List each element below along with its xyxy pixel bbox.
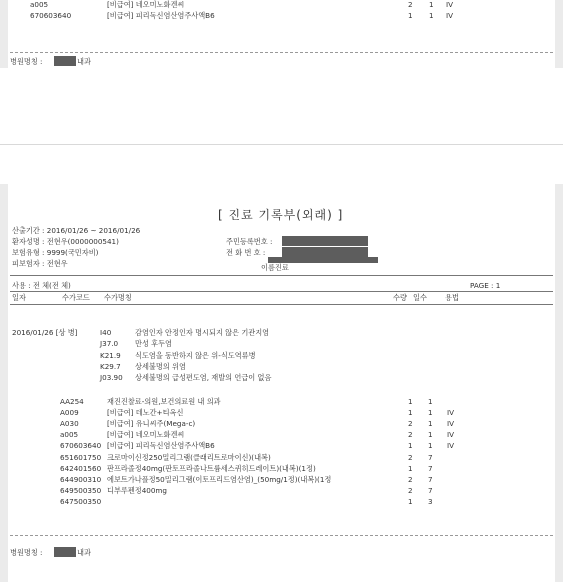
- order-code: AA254: [60, 397, 84, 406]
- order-days: 3: [428, 496, 433, 506]
- header-code: 수가코드: [62, 293, 90, 302]
- divider: [10, 275, 553, 276]
- hospital-suffix: 내과: [77, 57, 91, 66]
- order-name: [비급여] 데노간+티옥신: [107, 408, 184, 418]
- patient-name: 환자성명 : 전현우(0000000541): [12, 237, 119, 246]
- order-route: IV: [447, 408, 455, 418]
- divider: [10, 535, 553, 536]
- redaction-block: [282, 247, 368, 257]
- page-gap: [0, 68, 563, 184]
- order-name: [비급여] 피리독신염산염주사액B6: [107, 441, 215, 451]
- order-code: A009: [60, 408, 79, 418]
- order-days: 1: [428, 397, 433, 406]
- order-days: 7: [428, 485, 433, 495]
- order-code: 649500350: [60, 485, 102, 495]
- header-route: 용법: [445, 293, 459, 302]
- diagnosis-date: 2016/01/26 [상 병]: [12, 328, 78, 337]
- document-title: [ 진료 기록부(외래) ]: [218, 208, 344, 222]
- order-qty: 1: [408, 441, 413, 451]
- order-code: 644900310: [60, 474, 102, 484]
- diagnosis-name: 상세불명의 위염: [135, 361, 186, 371]
- order-days: 7: [428, 452, 433, 462]
- divider: [10, 291, 553, 292]
- hospital-suffix: 내과: [77, 548, 91, 557]
- page-indicator: PAGE : 1: [470, 281, 501, 290]
- divider: [10, 304, 553, 305]
- order-days: 1: [428, 408, 433, 418]
- phone-label: 전 화 번 호 :: [226, 248, 266, 257]
- top-row-name-2: [비급여] 피리독신염산염주사액B6: [107, 11, 215, 20]
- order-days: 7: [428, 463, 433, 473]
- top-row-route-1: IV: [446, 0, 454, 9]
- top-row-name-1: [비급여] 네오미노화겐씨: [107, 0, 185, 9]
- diagnosis-name: 감염인자 안정인자 명시되지 않은 기관지염: [135, 328, 270, 337]
- diagnosis-name: 식도염을 동반하지 않은 위-식도역류병: [135, 350, 256, 360]
- order-qty: 1: [408, 408, 413, 418]
- order-days: 1: [428, 430, 433, 440]
- order-qty: 1: [408, 463, 413, 473]
- top-row-code-2: 670603640: [30, 11, 72, 20]
- diagnosis-code: J37.0: [100, 339, 119, 349]
- order-code: 642401560: [60, 463, 102, 473]
- order-name: [비급여] 네오미노화겐씨: [107, 430, 185, 440]
- order-code: 670603640: [60, 441, 102, 451]
- doctor-label: 이름진료: [261, 263, 289, 272]
- top-document-page: [8, 0, 555, 69]
- order-name: [비급여] 유니씨주(Mega-c): [107, 419, 196, 429]
- hospital-label: 병원명칭 :: [10, 548, 43, 557]
- top-row-route-2: IV: [446, 11, 454, 20]
- order-name: 디부루펜정400mg: [107, 485, 167, 495]
- resident-no-label: 주민등록번호 :: [226, 237, 273, 246]
- order-qty: 2: [408, 419, 413, 429]
- order-days: 1: [428, 419, 433, 429]
- redaction-block: [282, 236, 368, 246]
- medical-record-page: [8, 184, 555, 582]
- order-route: IV: [447, 441, 455, 451]
- header-days: 일수: [413, 293, 427, 302]
- insured-person: 피보험자 : 전현우: [12, 259, 68, 268]
- order-code: A030: [60, 419, 79, 429]
- hospital-label: 병원명칭 :: [10, 57, 43, 66]
- top-row-qty-1: 2: [408, 0, 413, 9]
- header-qty: 수량: [393, 293, 407, 302]
- order-qty: 1: [408, 397, 413, 406]
- order-qty: 2: [408, 474, 413, 484]
- order-qty: 2: [408, 452, 413, 462]
- order-days: 7: [428, 474, 433, 484]
- order-qty: 1: [408, 496, 413, 506]
- diagnosis-name: 상세불명의 급성편도염, 재발의 언급이 없음: [135, 373, 272, 383]
- order-name: 에보트가나플정50밀리그램(이토프리드염산염)_(50mg/1정)(내복)(1정: [107, 474, 332, 484]
- order-name: 판프라졸정40mg(판토프라졸나트륨세스퀴히드레이트)(내복)(1정): [107, 463, 316, 473]
- top-row-days-2: 1: [429, 11, 434, 20]
- order-route: IV: [447, 419, 455, 429]
- header-name: 수가명칭: [104, 293, 132, 302]
- order-code: a005: [60, 430, 79, 440]
- top-row-qty-2: 1: [408, 11, 413, 20]
- order-qty: 2: [408, 485, 413, 495]
- order-code: 651601750: [60, 452, 102, 462]
- diagnosis-code: I40: [100, 328, 112, 337]
- order-route: IV: [447, 430, 455, 440]
- diagnosis-code: K29.7: [100, 361, 121, 371]
- order-name: 크로마이신정250밀리그램(클래리트로마이신)(내복): [107, 452, 271, 462]
- order-code: 647500350: [60, 496, 102, 506]
- diagnosis-name: 만성 후두염: [135, 339, 173, 349]
- divider: [10, 52, 553, 53]
- output-period: 산출기간 : 2016/01/26 ~ 2016/01/26: [12, 226, 141, 235]
- diagnosis-code: K21.9: [100, 350, 121, 360]
- top-row-code-1: a005: [30, 0, 49, 9]
- header-date: 일자: [12, 293, 26, 302]
- redaction-block: [54, 56, 76, 66]
- insurance-type: 보험유형 : 9999(국민자비): [12, 248, 99, 257]
- filter-text: 사용 : 전 체(전 체): [12, 281, 71, 290]
- order-name: 재진진찰료-의원,보건의료원 내 의과: [107, 397, 221, 406]
- diagnosis-code: J03.90: [100, 373, 123, 383]
- order-days: 1: [428, 441, 433, 451]
- redaction-block: [54, 547, 76, 557]
- order-qty: 2: [408, 430, 413, 440]
- top-row-days-1: 1: [429, 0, 434, 9]
